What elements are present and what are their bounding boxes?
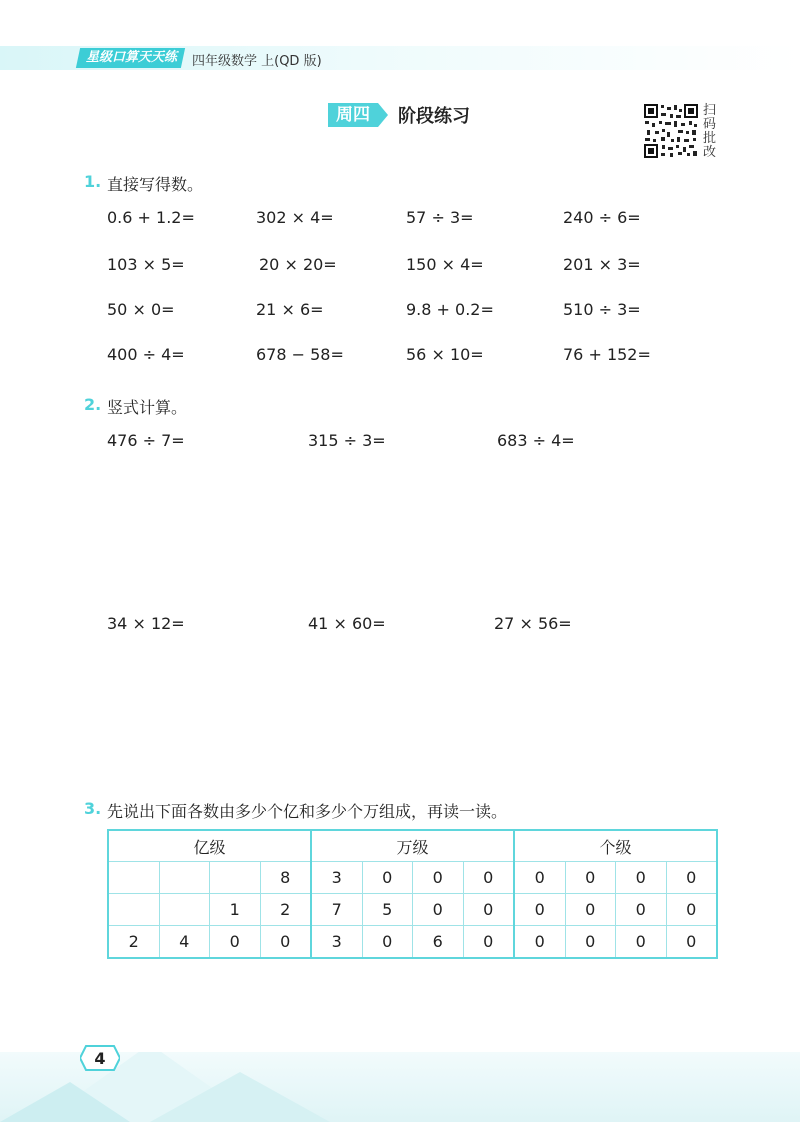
- digit-cell: 0: [565, 862, 616, 894]
- digit-cell: 0: [666, 894, 717, 926]
- vertical-calc: 683 ÷ 4=: [497, 431, 575, 450]
- digit-cell: 0: [565, 926, 616, 959]
- vertical-calc: 27 × 56=: [494, 614, 572, 633]
- digit-cell: 7: [311, 894, 362, 926]
- digit-cell: 0: [463, 894, 514, 926]
- digit-cell: [159, 894, 210, 926]
- digit-cell: 8: [260, 862, 311, 894]
- digit-cell: 0: [362, 862, 413, 894]
- digit-cell: 0: [413, 894, 464, 926]
- exercise: 76 + 152=: [563, 345, 651, 364]
- vertical-calc: 41 × 60=: [308, 614, 386, 633]
- exercise: 50 × 0=: [107, 300, 175, 319]
- section1-title: 直接写得数。: [107, 175, 204, 194]
- table-row: [108, 926, 717, 959]
- exercise: 103 × 5=: [107, 255, 185, 274]
- group-header: 万级: [311, 830, 514, 862]
- exercise: 510 ÷ 3=: [563, 300, 641, 319]
- title-text: 阶段练习: [398, 106, 470, 127]
- digit-cell: 0: [616, 894, 667, 926]
- digit-cell: 2: [260, 894, 311, 926]
- vertical-calc: 34 × 12=: [107, 614, 185, 633]
- section2-number: 2.: [84, 395, 102, 414]
- digit-cell: 0: [463, 862, 514, 894]
- exercise: 150 × 4=: [406, 255, 484, 274]
- day-badge: 周四: [328, 103, 378, 127]
- group-header: 个级: [514, 830, 717, 862]
- exercise: 20 × 20=: [259, 255, 337, 274]
- qr-code-icon[interactable]: [643, 103, 699, 159]
- page-number-badge: [80, 1044, 120, 1072]
- digit-cell: 0: [362, 926, 413, 959]
- digit-cell: 0: [666, 862, 717, 894]
- digit-cell: 0: [666, 926, 717, 959]
- book-title: 四年级数学 上(QD 版): [192, 54, 322, 69]
- digit-cell: 0: [616, 926, 667, 959]
- digit-cell: 5: [362, 894, 413, 926]
- digit-cell: 2: [108, 926, 159, 959]
- page-number: 4: [94, 1049, 106, 1068]
- table-row: [108, 894, 717, 926]
- section3-title: 先说出下面各数由多少个亿和多少个万组成，再读一读。: [107, 802, 508, 821]
- digit-cell: 0: [463, 926, 514, 959]
- digit-cell: [108, 862, 159, 894]
- vertical-calc: 476 ÷ 7=: [107, 431, 185, 450]
- exercise: 678 − 58=: [256, 345, 344, 364]
- digit-cell: 0: [565, 894, 616, 926]
- digit-cell: 0: [616, 862, 667, 894]
- digit-cell: [159, 862, 210, 894]
- exercise: 201 × 3=: [563, 255, 641, 274]
- vertical-calc: 315 ÷ 3=: [308, 431, 386, 450]
- exercise: 56 × 10=: [406, 345, 484, 364]
- page-title: [328, 102, 470, 128]
- digit-cell: 0: [514, 862, 565, 894]
- footer-band: [0, 1052, 800, 1122]
- exercise: 9.8 + 0.2=: [406, 300, 494, 319]
- exercise: 0.6 + 1.2=: [107, 208, 195, 227]
- exercise: 400 ÷ 4=: [107, 345, 185, 364]
- section1-number: 1.: [84, 172, 102, 191]
- exercise: 302 × 4=: [256, 208, 334, 227]
- group-header: 亿级: [108, 830, 311, 862]
- digit-cell: [210, 862, 261, 894]
- digit-cell: 0: [260, 926, 311, 959]
- digit-cell: 0: [514, 926, 565, 959]
- exercise: 57 ÷ 3=: [406, 208, 474, 227]
- section3-number: 3.: [84, 799, 102, 818]
- section2-title: 竖式计算。: [107, 398, 188, 417]
- exercise: 240 ÷ 6=: [563, 208, 641, 227]
- mountain-decoration: [0, 1052, 800, 1122]
- digit-cell: 1: [210, 894, 261, 926]
- series-brand: 星级口算天天练: [76, 48, 185, 68]
- digit-cell: [108, 894, 159, 926]
- digit-cell: 0: [413, 862, 464, 894]
- place-value-table: [107, 829, 718, 959]
- digit-cell: 4: [159, 926, 210, 959]
- digit-cell: 3: [311, 926, 362, 959]
- scan-label: 扫码批改: [703, 103, 717, 160]
- table-row: [108, 862, 717, 894]
- exercise: 21 × 6=: [256, 300, 324, 319]
- digit-cell: 6: [413, 926, 464, 959]
- digit-cell: 3: [311, 862, 362, 894]
- digit-cell: 0: [514, 894, 565, 926]
- digit-cell: 0: [210, 926, 261, 959]
